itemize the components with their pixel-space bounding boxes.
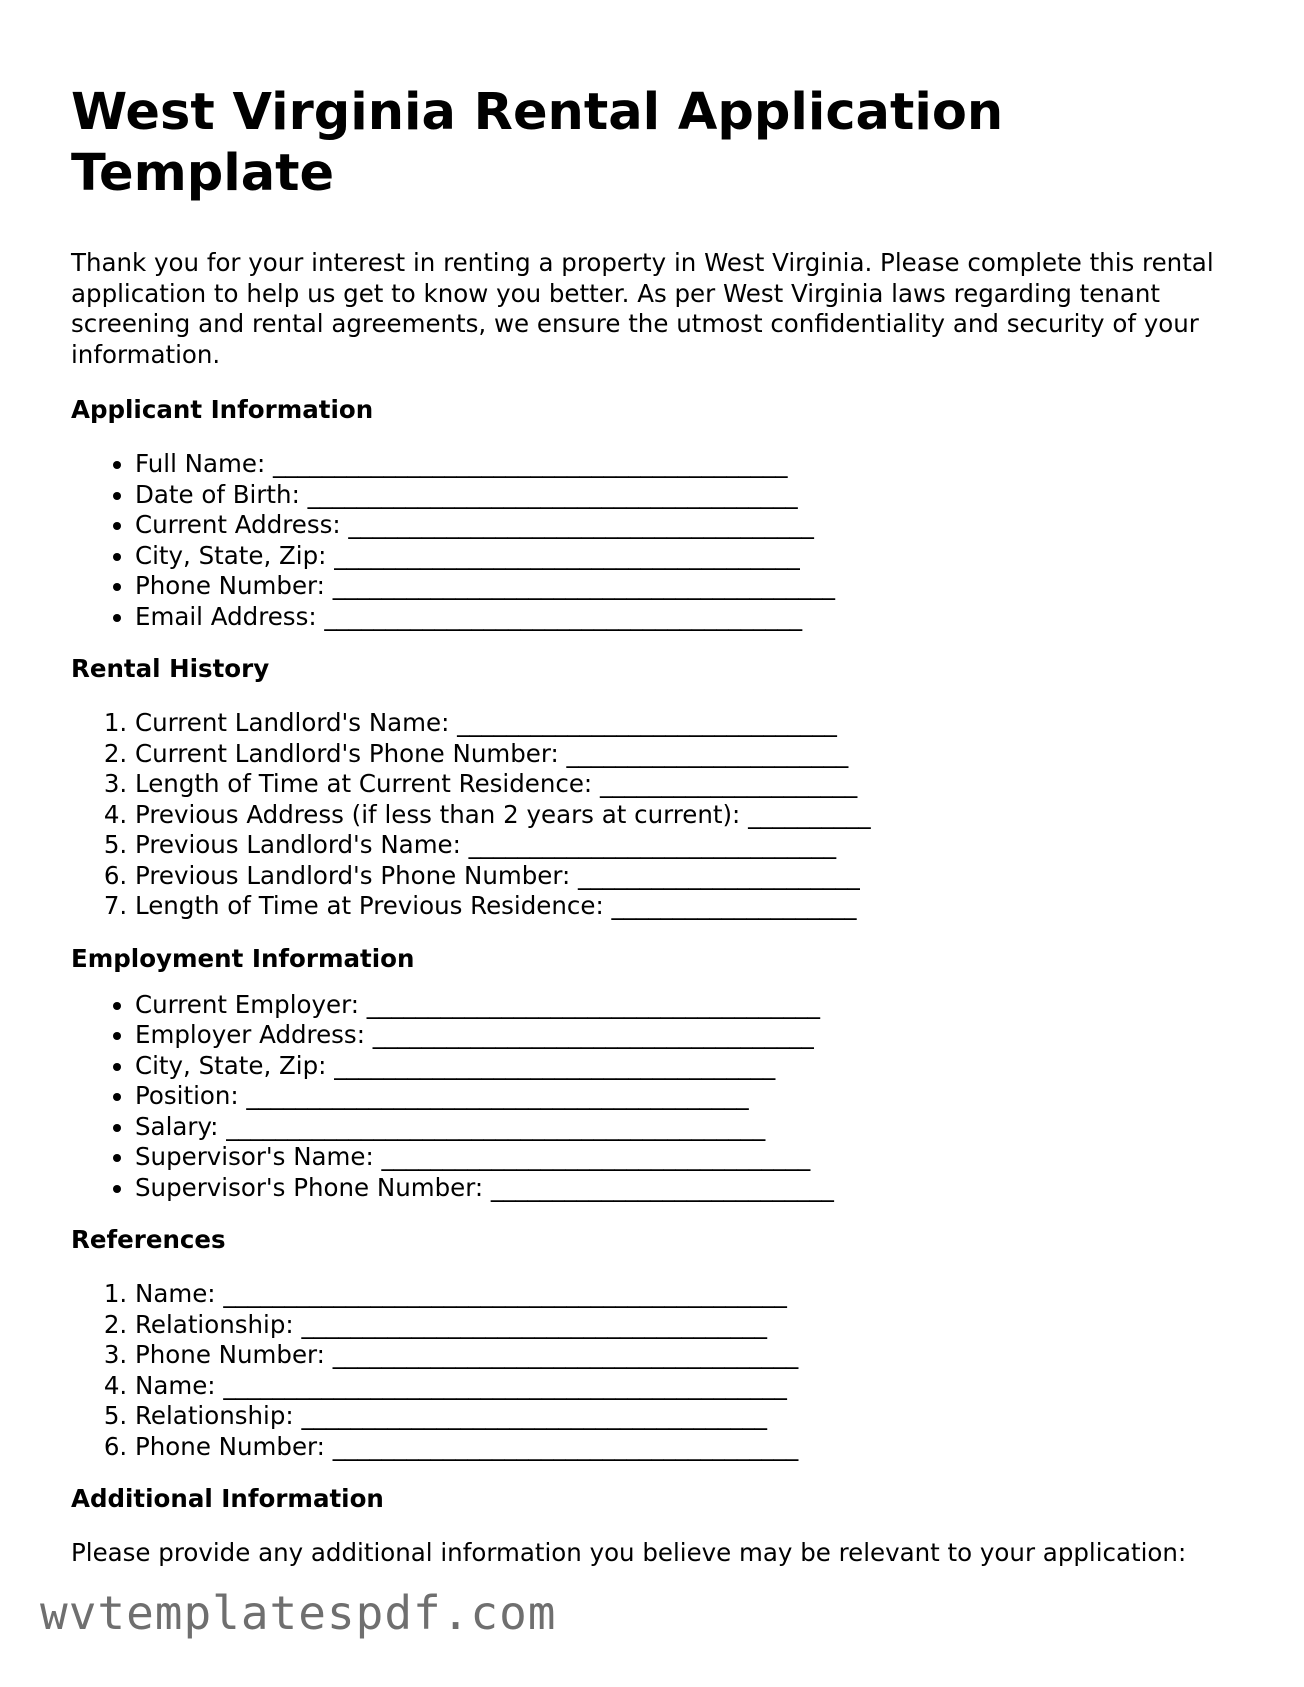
list-item: 3. Phone Number: ______________________________________ — [135, 1340, 1251, 1371]
list-item: • Current Address: ______________________________________ — [135, 510, 1251, 541]
list-item: • Phone Number: _________________________________________ — [135, 571, 1251, 602]
additional-information-section — [71, 1484, 1251, 1569]
section-heading-employment: Employment Information — [71, 943, 415, 973]
applicant-information-section — [71, 395, 1251, 632]
list-item: 7. Length of Time at Previous Residence: ____________________ — [135, 891, 1251, 922]
list-item: 2. Current Landlord's Phone Number: _______________________ — [135, 739, 1251, 770]
list-item: 6. Previous Landlord's Phone Number: _______________________ — [135, 861, 1251, 892]
applicant-fields-list — [71, 449, 1251, 632]
list-item: • Employer Address: ____________________________________ — [135, 1020, 1251, 1051]
document-page — [71, 82, 1251, 1569]
list-item: • Position: _________________________________________ — [135, 1081, 1251, 1112]
list-item: • City, State, Zip: ____________________________________ — [135, 1051, 1251, 1082]
section-heading-additional: Additional Information — [71, 1484, 384, 1513]
list-item: 6. Phone Number: ______________________________________ — [135, 1432, 1251, 1463]
rental-fields-list — [71, 708, 1251, 922]
list-item: 5. Relationship: ______________________________________ — [135, 1401, 1251, 1432]
references-section — [71, 1225, 1251, 1462]
additional-information-prompt: Please provide any additional information you believe may be relevant to your application: — [71, 1538, 1187, 1567]
list-item: 4. Name: ______________________________________________ — [135, 1371, 1251, 1402]
site-watermark: wvtemplatespdf.com — [40, 1586, 557, 1640]
page-title: West Virginia Rental Application Template — [71, 83, 1004, 203]
references-fields-list — [71, 1279, 1251, 1462]
list-item: • Supervisor's Name: ___________________________________ — [135, 1142, 1251, 1173]
list-item: 3. Length of Time at Current Residence: _____________________ — [135, 769, 1251, 800]
list-item: 1. Name: ______________________________________________ — [135, 1279, 1251, 1310]
list-item: • Current Employer: _____________________________________ — [135, 990, 1251, 1021]
list-item: 2. Relationship: ______________________________________ — [135, 1310, 1251, 1341]
list-item: • City, State, Zip: ______________________________________ — [135, 541, 1251, 572]
employment-information-section — [71, 944, 1251, 1204]
list-item: • Salary: ____________________________________________ — [135, 1112, 1251, 1143]
list-item: • Supervisor's Phone Number: ____________________________ — [135, 1173, 1251, 1204]
section-heading-rental: Rental History — [71, 654, 270, 683]
list-item: 5. Previous Landlord's Name: ______________________________ — [135, 830, 1251, 861]
list-item: • Date of Birth: ________________________________________ — [135, 480, 1251, 511]
rental-history-section — [71, 654, 1251, 922]
list-item: • Full Name: __________________________________________ — [135, 449, 1251, 480]
list-item: • Email Address: _______________________________________ — [135, 602, 1251, 633]
employment-fields-list — [71, 990, 1251, 1204]
intro-paragraph: Thank you for your interest in renting a property in West Virginia. Please complete this rental application to help us get to know you better. As per West Virginia laws regarding tenant screening and rental agreements, we ensure the utmost confidentiality and security of your information. — [71, 248, 1214, 369]
section-heading-applicant: Applicant Information — [71, 395, 374, 424]
list-item: 4. Previous Address (if less than 2 years at current): __________ — [135, 800, 1251, 831]
list-item: 1. Current Landlord's Name: _______________________________ — [135, 708, 1251, 739]
section-heading-references: References — [71, 1225, 226, 1254]
